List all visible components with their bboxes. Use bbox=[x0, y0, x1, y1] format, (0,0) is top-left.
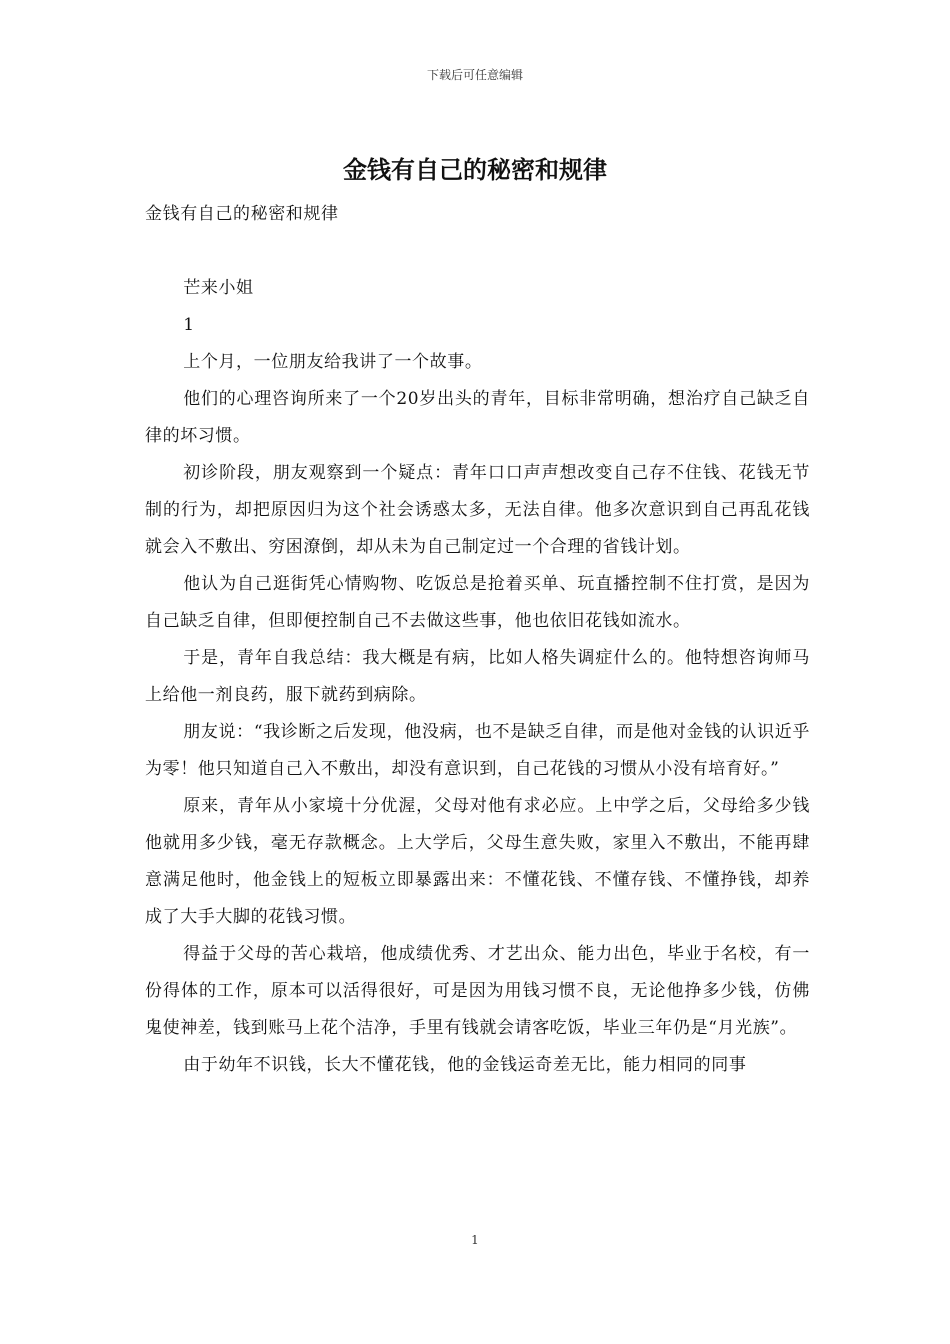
page-header-note: 下载后可任意编辑 bbox=[426, 68, 523, 82]
blank-line bbox=[145, 233, 810, 270]
document-subtitle: 金钱有自己的秘密和规律 bbox=[145, 204, 339, 224]
paragraph: 初诊阶段，朋友观察到一个疑点：青年口口声声想改变自己存不住钱、花钱无节制的行为，却把原因归为这个社会诱惑太多，无法自律。他多次意识到自己再乱花钱就会入不敷出、穷困潦倒，却从未为自己制定过一个合理的省钱计划。 bbox=[145, 463, 810, 557]
paragraph: 上个月，一位朋友给我讲了一个故事。 bbox=[183, 352, 483, 372]
document-title: 金钱有自己的秘密和规律 bbox=[343, 155, 607, 184]
paragraph: 他认为自己逛街凭心情购物、吃饭总是抢着买单、玩直播控制不住打赏，是因为自己缺乏自律，但即便控制自己不去做这些事，他也依旧花钱如流水。 bbox=[145, 574, 810, 631]
page-number: 1 bbox=[471, 1233, 479, 1247]
paragraph: 原来，青年从小家境十分优渥，父母对他有求必应。上中学之后，父母给多少钱他就用多少钱，毫无存款概念。上大学后，父母生意失败，家里入不敷出，不能再肆意满足他时，他金钱上的短板立即暴露出来：不懂花钱、不懂存钱、不懂挣钱，却养成了大手大脚的花钱习惯。 bbox=[145, 796, 810, 927]
document-body bbox=[145, 196, 810, 1084]
paragraph: 由于幼年不识钱，长大不懂花钱，他的金钱运奇差无比，能力相同的同事 bbox=[183, 1055, 747, 1075]
paragraph: 他们的心理咨询所来了一个20岁出头的青年，目标非常明确，想治疗自己缺乏自律的坏习惯。 bbox=[145, 389, 810, 446]
paragraph: 得益于父母的苦心栽培，他成绩优秀、才艺出众、能力出色，毕业于名校，有一份得体的工作，原本可以活得很好，可是因为用钱习惯不良，无论他挣多少钱，仿佛鬼使神差，钱到账马上花个洁净，手里有钱就会请客吃饭，毕业三年仍是“月光族”。 bbox=[145, 944, 810, 1038]
section-number: 1 bbox=[183, 315, 195, 335]
paragraph: 于是，青年自我总结：我大概是有病，比如人格失调症什么的。他特想咨询师马上给他一剂良药，服下就药到病除。 bbox=[145, 648, 810, 705]
paragraph: 朋友说：“我诊断之后发现，他没病，也不是缺乏自律，而是他对金钱的认识近乎为零！他只知道自己入不敷出，却没有意识到，自己花钱的习惯从小没有培育好。” bbox=[145, 722, 810, 779]
author-name: 芒来小姐 bbox=[183, 278, 254, 298]
